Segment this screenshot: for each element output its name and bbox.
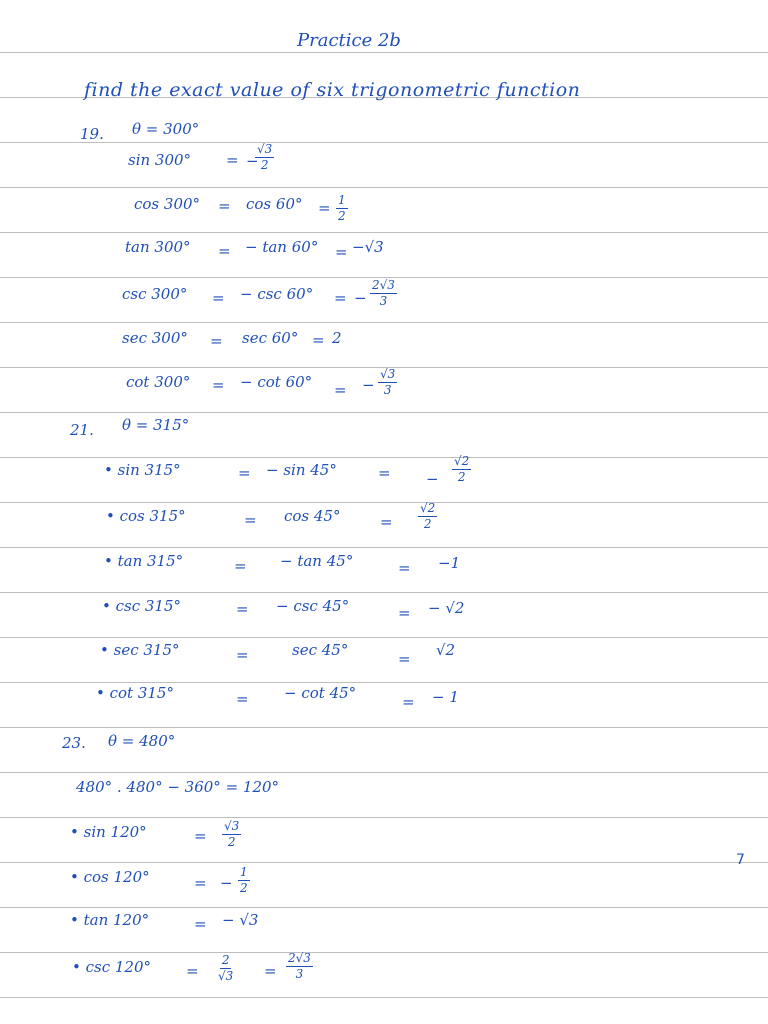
equals-sign: = — [264, 962, 277, 980]
equals-sign: = — [226, 151, 239, 169]
equals-sign: = — [234, 557, 247, 575]
equals-sign: = — [238, 464, 251, 482]
equation-term: − cot 60° — [240, 373, 313, 391]
margin-mark: 7 — [736, 852, 745, 868]
equation-term: − csc 45° — [276, 597, 350, 615]
fraction-denominator: 2 — [240, 880, 248, 895]
equation-lhs: csc 300° — [122, 285, 188, 303]
equals-sign: = — [334, 289, 347, 307]
equation-term: − sin 45° — [266, 461, 337, 479]
fraction-denominator: 2 — [338, 208, 346, 223]
equation-lhs: • tan 120° — [70, 911, 150, 929]
sign: − — [362, 376, 375, 394]
fraction-numerator: 2 — [221, 953, 230, 967]
instruction-heading: find the exact value of six trigonometric function — [84, 79, 581, 101]
fraction-denominator: √3 — [218, 968, 234, 983]
equals-sign: = — [398, 604, 411, 622]
equals-sign: = — [380, 513, 393, 531]
equation-lhs: cos 300° — [134, 195, 201, 213]
equals-sign: = — [402, 693, 415, 711]
equation-lhs: • sec 315° — [100, 641, 180, 659]
fraction-denominator: 2 — [227, 834, 236, 849]
problem-theta: θ = 300° — [132, 120, 200, 138]
equation-lhs: • cot 315° — [96, 684, 174, 702]
equals-sign: = — [194, 827, 207, 845]
sign: − — [246, 152, 259, 170]
fraction — [418, 502, 437, 530]
fraction — [452, 455, 471, 483]
equation-lhs: cot 300° — [126, 373, 191, 391]
equation-term: − 1 — [432, 688, 459, 706]
equation-term: − cot 45° — [284, 684, 357, 702]
fraction — [370, 279, 397, 307]
equation-lhs: • cos 315° — [106, 507, 186, 525]
problem-number: 19. — [80, 125, 104, 143]
equation-term: 2 — [332, 329, 342, 347]
equation-term: − √3 — [222, 911, 259, 929]
equals-sign: = — [335, 243, 348, 261]
sign: − — [426, 470, 439, 488]
equation-term: −√3 — [352, 238, 384, 256]
problem-theta: θ = 315° — [122, 416, 190, 434]
problem-number: 23. — [62, 734, 86, 752]
equation-lhs: • sin 315° — [104, 461, 181, 479]
fraction — [336, 194, 348, 222]
equation-term: sec 60° — [242, 329, 299, 347]
equation-lhs: • tan 315° — [104, 552, 184, 570]
fraction — [286, 952, 313, 980]
equation-lhs: • cos 120° — [70, 868, 150, 886]
fraction-denominator: 2 — [260, 157, 269, 172]
equals-sign: = — [398, 650, 411, 668]
fraction — [255, 143, 274, 171]
fraction-denominator: 2 — [457, 469, 466, 484]
fraction — [238, 866, 250, 894]
equals-sign: = — [236, 646, 249, 664]
fraction-numerator: √3 — [224, 819, 240, 833]
equals-sign: = — [334, 381, 347, 399]
equation-term: − tan 45° — [280, 552, 354, 570]
equals-sign: = — [218, 197, 231, 215]
equals-sign: = — [236, 600, 249, 618]
equals-sign: = — [244, 511, 257, 529]
problem-theta: θ = 480° — [108, 732, 176, 750]
equation-lhs: sin 300° — [128, 151, 192, 169]
equals-sign: = — [218, 242, 231, 260]
equals-sign: = — [312, 331, 325, 349]
sign: − — [220, 874, 233, 892]
fraction-numerator: √3 — [257, 142, 273, 156]
equation-lhs: sec 300° — [122, 329, 188, 347]
fraction-numerator: √2 — [420, 501, 436, 515]
equation-term: sec 45° — [292, 641, 349, 659]
equation-term: − tan 60° — [245, 238, 319, 256]
equals-sign: = — [212, 376, 225, 394]
fraction-numerator: √3 — [380, 367, 396, 381]
fraction-denominator: 3 — [379, 293, 388, 308]
equation-lhs: • sin 120° — [70, 823, 147, 841]
fraction-denominator: 2 — [423, 516, 432, 531]
equals-sign: = — [398, 559, 411, 577]
equation-lhs: tan 300° — [125, 238, 191, 256]
fraction-numerator: √2 — [454, 454, 470, 468]
fraction — [218, 954, 233, 982]
equation-term: −1 — [438, 554, 461, 572]
equation-term: cos 45° — [284, 507, 341, 525]
fraction-denominator: 3 — [383, 382, 392, 397]
equation-term: − √2 — [428, 599, 465, 617]
equation-lhs: • csc 315° — [102, 597, 182, 615]
fraction-denominator: 3 — [295, 966, 304, 981]
fraction — [378, 368, 397, 396]
equation-lhs: • csc 120° — [72, 958, 152, 976]
page-title: Practice 2b — [297, 30, 401, 51]
fraction-numerator: 1 — [240, 865, 248, 879]
equals-sign: = — [186, 962, 199, 980]
fraction-numerator: 2√3 — [372, 278, 395, 292]
equals-sign: = — [194, 915, 207, 933]
problem-number: 21. — [70, 421, 94, 439]
equals-sign: = — [236, 690, 249, 708]
equals-sign: = — [318, 199, 331, 217]
fraction-numerator: 1 — [338, 193, 346, 207]
equals-sign: = — [212, 289, 225, 307]
equation-term: − csc 60° — [240, 285, 314, 303]
equation-term: √2 — [436, 641, 456, 659]
fraction — [222, 820, 241, 848]
equals-sign: = — [194, 874, 207, 892]
equation-term: cos 60° — [246, 195, 303, 213]
fraction-numerator: 2√3 — [288, 951, 311, 965]
angle-reduction: 480° . 480° − 360° = 120° — [76, 778, 280, 796]
equals-sign: = — [378, 464, 391, 482]
equals-sign: = — [210, 332, 223, 350]
sign: − — [354, 289, 367, 307]
